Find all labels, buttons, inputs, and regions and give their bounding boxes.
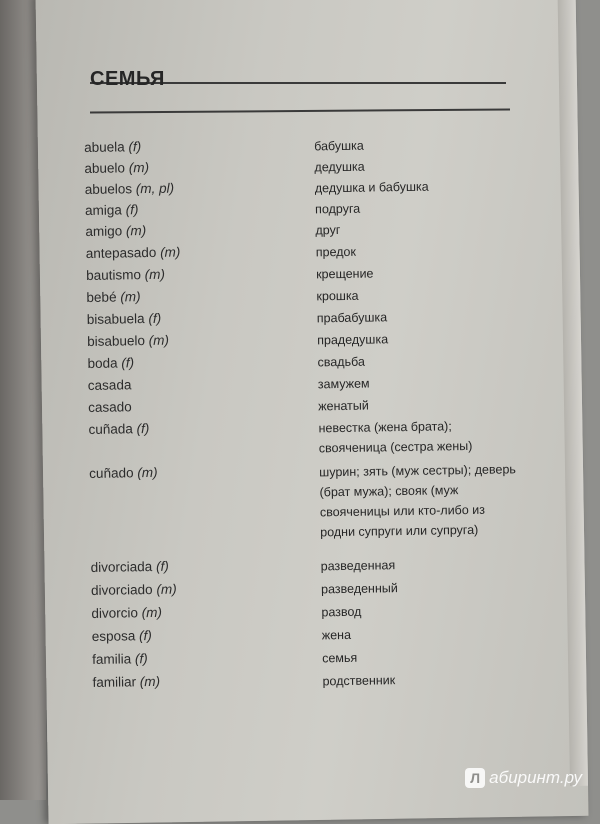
spanish-word: divorciado (m) xyxy=(90,581,177,598)
spanish-word: familiar (m) xyxy=(92,673,161,690)
russian-translation: предок xyxy=(315,244,357,260)
labirint-logo-icon: Л xyxy=(465,768,485,788)
watermark xyxy=(465,768,582,788)
russian-translation: подруга xyxy=(315,201,361,217)
spanish-word: abuelos (m, pl) xyxy=(84,180,175,197)
russian-translation: прадедушка xyxy=(317,332,389,348)
section-header xyxy=(90,64,510,124)
russian-translation: родственник xyxy=(322,673,396,689)
spanish-word: bisabuela (f) xyxy=(86,310,162,327)
spanish-word: amigo (m) xyxy=(85,223,147,239)
spanish-word: esposa (f) xyxy=(91,627,152,644)
spanish-word: casada xyxy=(87,377,132,393)
spanish-word: bebé (m) xyxy=(86,289,141,305)
spanish-word: divorciada (f) xyxy=(90,558,169,575)
russian-translation: крещение xyxy=(316,266,374,282)
russian-translation: крошка xyxy=(316,288,359,304)
russian-translation: жена xyxy=(321,627,352,643)
spanish-word: cuñado (m) xyxy=(89,464,158,481)
spanish-word: bautismo (m) xyxy=(86,266,166,283)
russian-translation: бабушка xyxy=(314,138,364,154)
russian-translation: свадьба xyxy=(317,354,365,370)
spanish-word: amiga (f) xyxy=(84,202,139,218)
spanish-word: bisabuelo (m) xyxy=(87,332,170,349)
spanish-word: antepasado (m) xyxy=(85,244,181,261)
russian-translation: друг xyxy=(315,222,341,238)
russian-translation: невестка (жена брата); свояченица (сестра жены) xyxy=(318,419,473,456)
russian-translation: шурин; зять (муж сестры); деверь (брат мужа); свояк (муж свояченицы или кто-либо из родни супруги или супруга) xyxy=(319,462,516,540)
spanish-word: boda (f) xyxy=(87,355,135,371)
watermark-text: абиринт.ру xyxy=(489,768,582,787)
russian-translation: замужем xyxy=(317,376,370,392)
spanish-word: abuelo (m) xyxy=(84,159,150,176)
russian-translation: семья xyxy=(322,650,358,666)
russian-translation: прабабушка xyxy=(316,310,388,326)
russian-translation: дедушка и бабушка xyxy=(314,179,429,196)
page-edge-right xyxy=(557,0,588,786)
spanish-word: casado xyxy=(88,399,132,415)
section-title: СЕМЬЯ xyxy=(90,68,165,90)
spanish-word: cuñada (f) xyxy=(88,421,150,437)
russian-translation: разведенная xyxy=(320,558,396,574)
russian-translation: развод xyxy=(321,604,362,620)
russian-translation: женатый xyxy=(318,398,369,414)
spanish-word: abuela (f) xyxy=(84,139,142,155)
spanish-word: divorcio (m) xyxy=(91,604,163,621)
spanish-word: familia (f) xyxy=(92,651,148,667)
russian-translation: разведенный xyxy=(320,581,398,597)
russian-translation: дедушка xyxy=(314,159,365,175)
header-rule-bottom xyxy=(90,109,510,114)
